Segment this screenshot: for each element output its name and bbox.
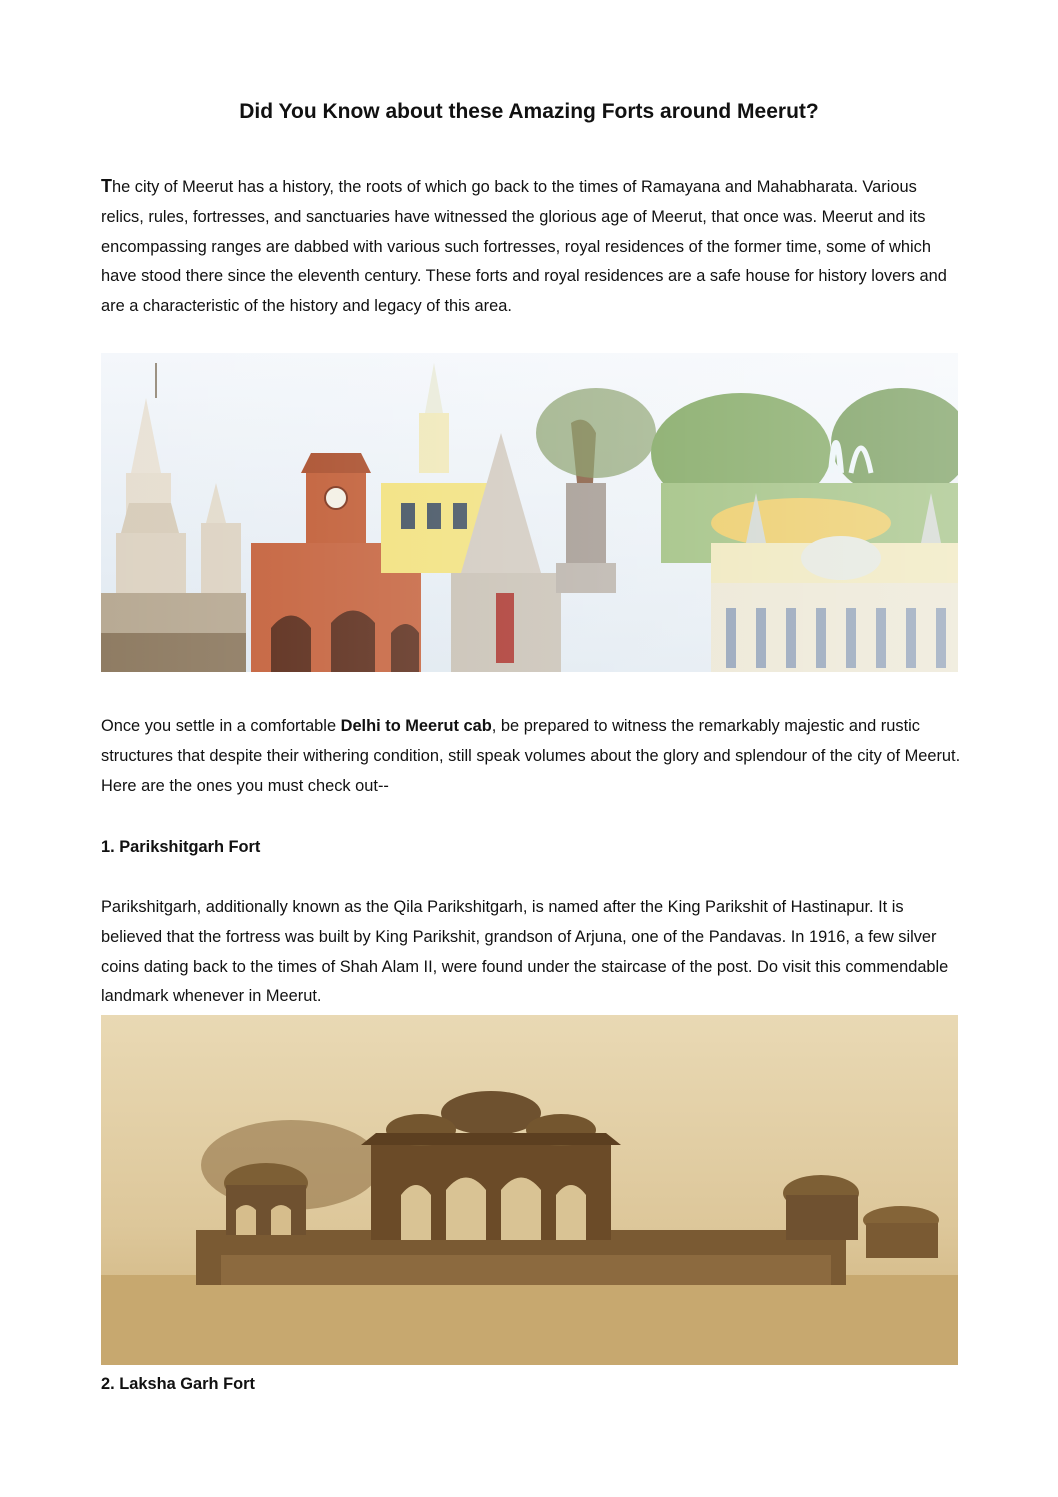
intro-paragraph <box>101 172 961 322</box>
cab-link-text: Delhi to Meerut cab <box>340 717 492 735</box>
drop-cap: T <box>101 176 112 196</box>
section-heading-parikshitgarh: 1. Parikshitgarh Fort <box>101 838 261 856</box>
fort-illustration <box>101 1015 958 1365</box>
parikshitgarh-fort-image <box>101 1015 958 1365</box>
section-heading-laksha-garh: 2. Laksha Garh Fort <box>101 1375 255 1393</box>
parikshitgarh-paragraph: Parikshitgarh, additionally known as the Qila Parikshitgarh, is named after the King Parikshit of Hastinapur. It is believed that the fortress was built by King Parikshit, grandson of Arjuna, one of the Pandavas. In 1916, a few silver coins dating back to the times of Shah Alam II, were found under the staircase of the post. Do visit this commendable landmark whenever in Meerut. <box>101 898 949 1006</box>
cab-text-before: Once you settle in a comfortable <box>101 717 341 735</box>
intro-text: he city of Meerut has a history, the roots of which go back to the times of Ramayana and Mahabharata. Various relics, rules, fortresses, and sanctuaries have witnessed the glorious age of Meerut, that once was. Meerut and its encompassing ranges are dabbed with various such fortresses, royal residences of the former time, some of which have stood there since the eleventh century. These forts and royal residences are a safe house for history lovers and are a characteristic of the history and legacy of this area. <box>101 178 947 316</box>
document-title: Did You Know about these Amazing Forts around Meerut? <box>239 100 819 123</box>
collage-illustration <box>101 353 958 672</box>
cab-text-after: , be prepared to witness the remarkably majestic and rustic structures that despite their withering condition, still speak volumes about the glory and splendour of the city of Meerut. Here are the ones you must check out-- <box>101 717 961 795</box>
landmark-collage-image <box>101 353 958 672</box>
cab-paragraph <box>101 712 961 801</box>
